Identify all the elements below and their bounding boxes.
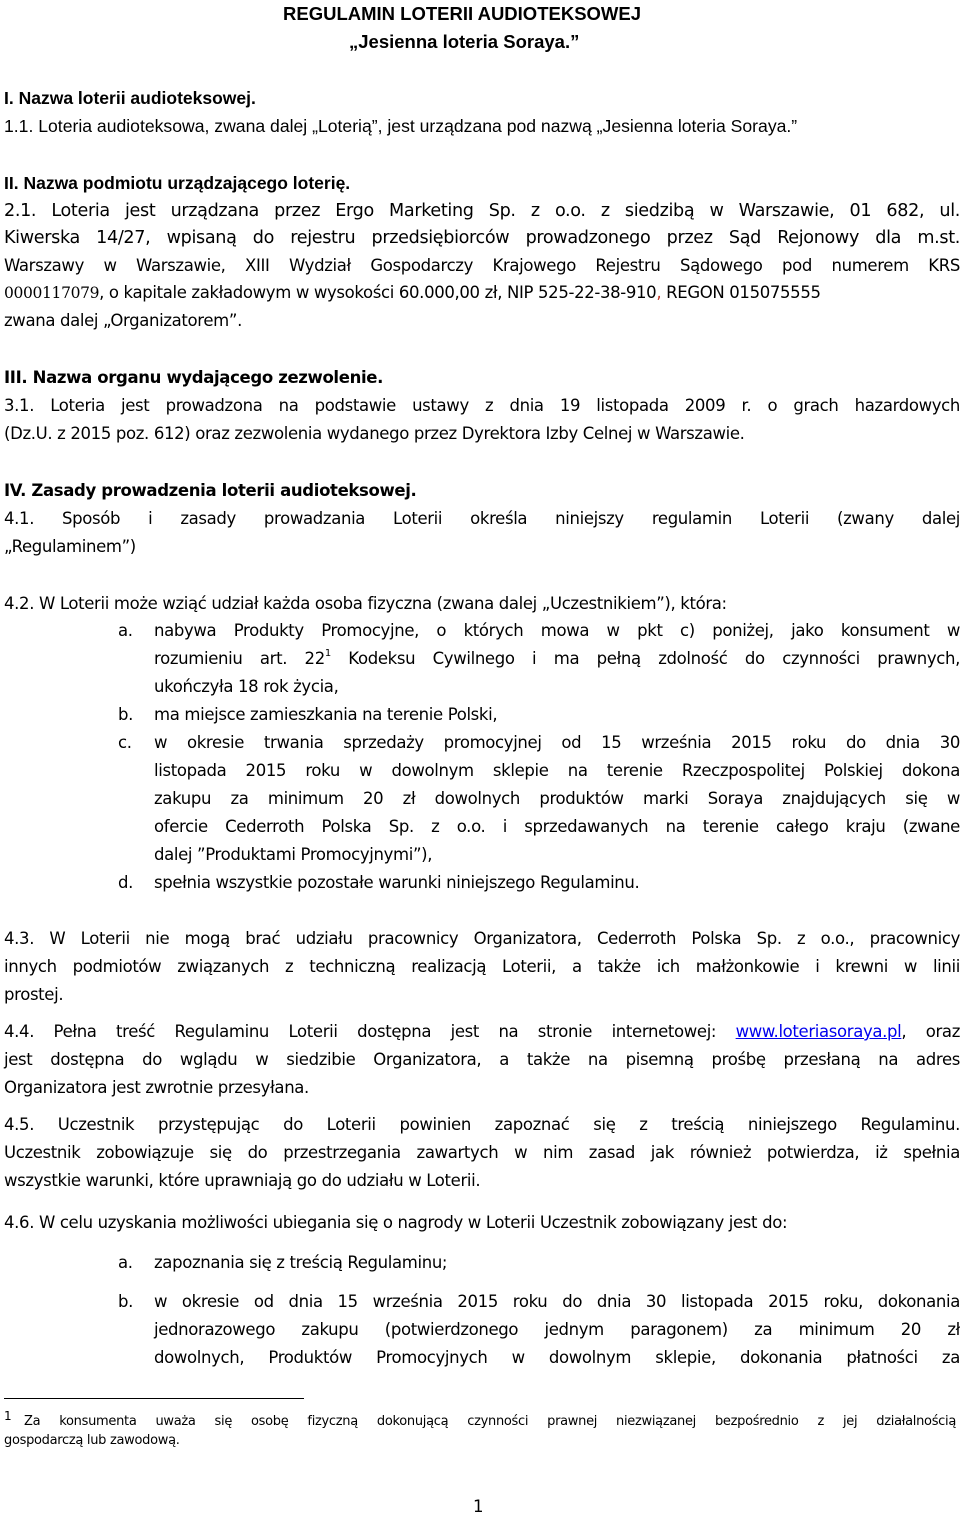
section-3-line-1: 3.1. Loteria jest prowadzona na podstawie ustawy z dnia 19 listopada 2009 r. o grach hazardowych [4,396,960,415]
section-2-line-5: zwana dalej „Organizatorem”. [4,311,242,330]
section-3-heading: III. Nazwa organu wydającego zezwolenie. [4,368,384,387]
footnote-ref: 1 [324,648,331,659]
section-1-paragraph: 1.1. Loteria audioteksowa, zwana dalej „Loterią”, jest urządzana pod nazwą „Jesienna loteria Soraya.” [4,116,798,136]
red-comma: , [656,283,662,302]
regon-text: REGON 015075555 [661,283,821,302]
list-46-b-line-3: dowolnych, Produktów Promocyjnych w dowolnym sklepie, dokonania płatności za [154,1348,960,1367]
list-a-line-2 [154,649,960,668]
list-c-line-5: dalej ”Produktami Promocyjnymi”), [154,845,433,864]
paragraph-4-4-line-2: jest dostępna do wglądu w siedzibie Organizatora, a także na pisemną prośbę przesłaną na adres [4,1050,960,1069]
section-2-line-4 [4,283,821,302]
footnote-separator [4,1398,304,1399]
list-c-line-1: w okresie trwania sprzedaży promocyjnej od 15 września 2015 roku do dnia 30 [154,733,960,752]
footnote-line-1: Za konsumenta uważa się osobę fizyczną dokonującą czynności prawnej niezwiązanej bezpośrednio z jej działalnością [24,1414,956,1429]
paragraph-4-3-line-3: prostej. [4,985,64,1004]
section-1-heading: I. Nazwa loterii audioteksowej. [4,88,256,108]
list-a-art-text: rozumieniu art. 22 [154,649,325,668]
footnote-marker: 1 [4,1409,12,1423]
paragraph-4-4-line-1 [4,1022,960,1041]
list-c-line-2: listopada 2015 roku w dowolnym sklepie na terenie Rzeczpospolitej Polskiej dokona [154,761,960,780]
paragraph-4-6: 4.6. W celu uzyskania możliwości ubiegania się o nagrody w Loterii Uczestnik zobowiązany jest do: [4,1213,788,1232]
footnote-line-2: gospodarczą lub zawodową. [4,1433,180,1448]
paragraph-4-5-line-3: wszystkie warunki, które uprawniają go do udziału w Loterii. [4,1171,481,1190]
list-b-text: ma miejsce zamieszkania na terenie Polski, [154,705,498,724]
paragraph-4-4-oraz: , oraz [901,1022,960,1041]
list-c-line-3: zakupu za minimum 20 zł dowolnych produktów marki Soraya znajdujących się w [154,789,960,808]
paragraph-4-4-line-3: Organizatora jest zwrotnie przesyłana. [4,1078,309,1097]
section-4-heading: IV. Zasady prowadzenia loterii audioteksowej. [4,481,417,500]
section-2-heading: II. Nazwa podmiotu urządzającego loterię. [4,173,351,193]
section-2-line-2: Kiwerska 14/27, wpisaną do rejestru przedsiębiorców prowadzonego przez Sąd Rejonowy dla m.st. [4,228,960,248]
paragraph-4-1-line-1: 4.1. Sposób i zasady prowadzania Loterii określa niniejszy regulamin Loterii (zwany dalej [4,509,960,528]
paragraph-4-5-line-1: 4.5. Uczestnik przystępując do Loterii powinien zapoznać się z treścią niniejszego Regulaminu. [4,1115,960,1134]
list-b-label: b. [118,705,134,724]
list-46-a-text: zapoznania się z treścią Regulaminu; [154,1253,448,1272]
website-link[interactable]: www.loteriasoraya.pl [735,1022,902,1041]
list-46-b-line-1: w okresie od dnia 15 września 2015 roku do dnia 30 listopada 2015 roku, dokonania [154,1292,960,1311]
paragraph-4-3-line-2: innych podmiotów związanych z techniczną realizacją Loterii, a także ich małżonkowie i krewni w linii [4,957,960,976]
section-2-line-3: Warszawy w Warszawie, XIII Wydział Gospodarczy Krajowego Rejestru Sądowego pod numerem KRS [4,256,960,275]
page-number: 1 [473,1497,484,1516]
capital-nip-text: , o kapitale zakładowym w wysokości 60.000,00 zł, NIP 525-22-38-910 [99,283,657,302]
list-46-b-label: b. [118,1292,134,1311]
krs-number: 0000117079 [4,284,100,302]
paragraph-4-4-text: 4.4. Pełna treść Regulaminu Loterii dostępna jest na stronie internetowej: [4,1022,736,1041]
list-a-label: a. [118,621,133,640]
list-d-label: d. [118,873,134,892]
list-d-text: spełnia wszystkie pozostałe warunki niniejszego Regulaminu. [154,873,640,892]
paragraph-4-3-line-1: 4.3. W Loterii nie mogą brać udziału pracownicy Organizatora, Cederroth Polska Sp. z o.o., pracownicy [4,929,960,948]
list-a-line-1: nabywa Produkty Promocyjne, o których mowa w pkt c) poniżej, jako konsument w [154,621,960,640]
list-46-a-label: a. [118,1253,133,1272]
list-c-line-4: ofercie Cederroth Polska Sp. z o.o. i sprzedawanych na terenie całego kraju (zwane [154,817,960,836]
section-2-line-1: 2.1. Loteria jest urządzana przez Ergo Marketing Sp. z o.o. z siedzibą w Warszawie, 01 682, ul. [4,201,960,221]
list-46-b-line-2: jednorazowego zakupu (potwierdzonego jednym paragonem) za minimum 20 zł [154,1320,960,1339]
document-title: REGULAMIN LOTERII AUDIOTEKSOWEJ [283,3,642,24]
section-3-line-2: (Dz.U. z 2015 poz. 612) oraz zezwolenia wydanego przez Dyrektora Izby Celnej w Warszawie. [4,424,745,443]
list-a-kc-text: Kodeksu Cywilnego i ma pełną zdolność do czynności prawnych, [330,649,960,668]
paragraph-4-1-line-2: „Regulaminem”) [4,537,136,556]
paragraph-4-2: 4.2. W Loterii może wziąć udział każda osoba fizyczna (zwana dalej „Uczestnikiem”), która: [4,594,727,613]
document-subtitle: „Jesienna loteria Soraya.” [349,31,580,52]
list-c-label: c. [118,733,132,752]
paragraph-4-5-line-2: Uczestnik zobowiązuje się do przestrzegania zawartych w nim zasad jak również potwierdza, iż spełnia [4,1143,960,1162]
list-a-line-3: ukończyła 18 rok życia, [154,677,339,696]
